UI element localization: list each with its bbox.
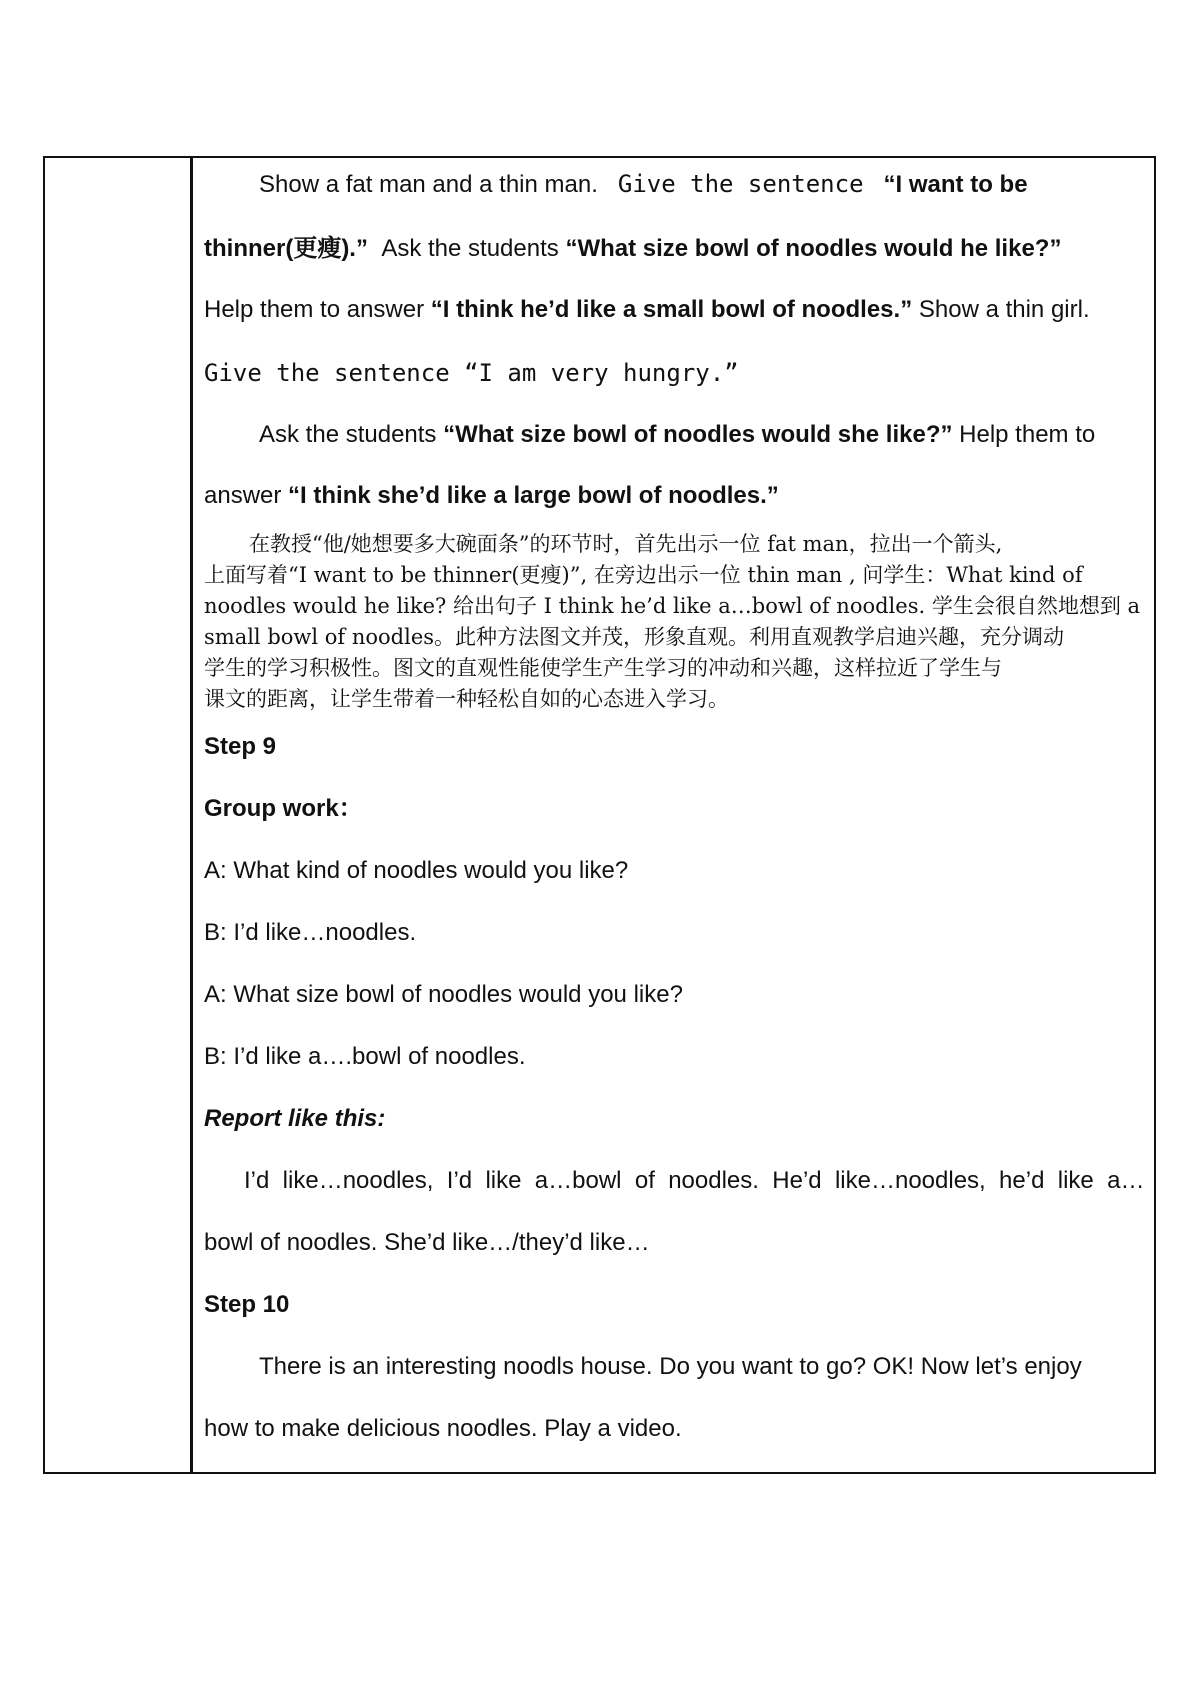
step-heading [204,1289,1191,1321]
table-left-cell [45,158,193,1472]
commentary-line: 课文的距离，让学生带着一种轻松自如的心态进入学习。 [204,687,729,711]
text-run: Show a thin girl. [918,296,1090,323]
paragraph-line: how to make delicious noodles. Play a video. [204,1415,682,1442]
report-line: bowl of noodles. She’d like…/they’d like… [204,1229,650,1256]
dialog-line: A: What kind of noodles would you like? [204,857,629,884]
text-run: Show a fat man and a thin man. [259,171,598,198]
bold-quote: “I want to be [883,171,1028,198]
step-heading [204,731,1191,763]
commentary-line: 上面写着“I want to be thinner(更瘦)”, 在旁边出示一位 thin man , 问学生：What kind of [204,563,1083,587]
paragraph-line: Give the sentence “I am very hungry.” [204,359,739,387]
report-line: I’d like…noodles, I’d like a…bowl of noodles. He’d like…noodles, he’d like a… [244,1167,1145,1194]
bold-quote: “What size bowl of noodles would she like?” [443,421,953,448]
paragraph-line [259,168,1061,201]
commentary-line: 学生的学习积极性。图文的直观性能使学生产生学习的冲动和兴趣，这样拉近了学生与 [204,656,1002,680]
bold-quote: “I think she’d like a large bowl of noodles.” [288,482,779,509]
text-run: Give the sentence [617,170,864,198]
step-10-title: Step 10 [204,1291,290,1318]
dialog-line: B: I’d like a….bowl of noodles. [204,1043,526,1070]
text-run: answer [204,482,282,509]
dialog-line: B: I’d like…noodles. [204,919,417,946]
bold-quote: “What size bowl of noodles would he like?” [565,235,1062,262]
commentary-line: small bowl of noodles。此种方法图文并茂，形象直观。利用直观教学启迪兴趣，充分调动 [204,625,1065,649]
bold-quote: thinner(更瘦).” [204,235,368,262]
report-label-text: Report like this: [204,1105,386,1132]
commentary-line: 在教授“他/她想要多大碗面条”的环节时，首先出示一位 fat man，拉出一个箭头, [249,532,1003,556]
text-run: Help them to answer [204,296,425,323]
paragraph-line [204,294,1090,326]
paragraph-line: There is an interesting noodls house. Do you want to go? OK! Now let’s enjoy [259,1353,1082,1380]
text-run: Ask the students [381,235,559,262]
commentary-line: noodles would he like? 给出句子 I think he’d like a…bowl of noodles. 学生会很自然地想到 a [204,594,1141,618]
text-run: Help them to [959,421,1096,448]
step-9-title: Step 9 [204,733,277,760]
group-work-label [204,793,1191,825]
group-work-text: Group work： [204,795,363,822]
bold-quote: “I think he’d like a small bowl of noodles.” [430,296,913,323]
text-run: Ask the students [259,421,437,448]
report-label [204,1103,1191,1135]
paragraph-line [259,419,1096,451]
paragraph-line [204,233,1061,265]
paragraph-line [204,480,1191,512]
dialog-line: A: What size bowl of noodles would you like? [204,981,683,1008]
